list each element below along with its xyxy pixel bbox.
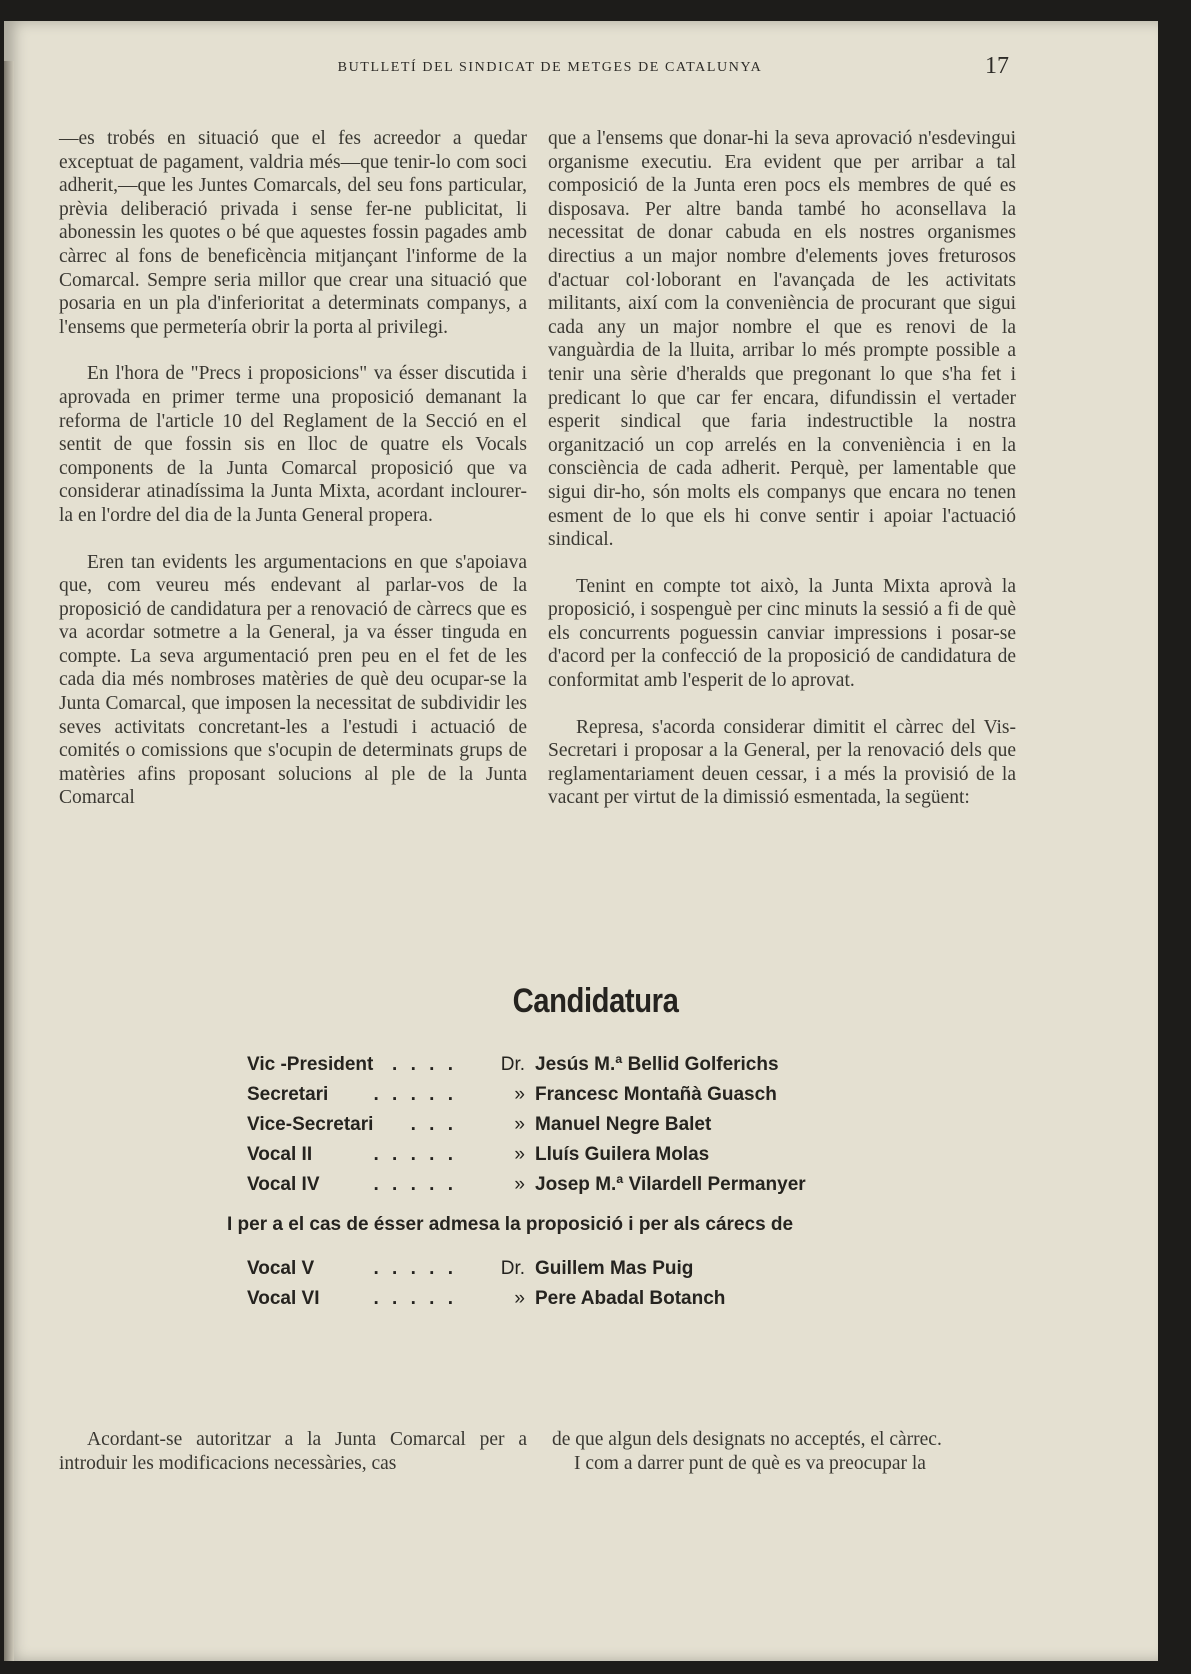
candidate-prefix: Dr. bbox=[500, 1054, 525, 1075]
candidate-role: Vice-Secretari bbox=[247, 1114, 374, 1135]
candidate-prefix: » bbox=[514, 1174, 525, 1195]
candidate-prefix: » bbox=[514, 1144, 525, 1165]
candidate-name: Guillem Mas Puig bbox=[535, 1258, 694, 1279]
running-title: BUTLLETÍ DEL SINDICAT DE METGES DE CATALUNYA bbox=[337, 60, 763, 75]
candidate-prefix: » bbox=[514, 1288, 525, 1309]
candidate-name: Manuel Negre Balet bbox=[535, 1114, 712, 1135]
paragraph: Eren tan evidents les argumentacions en que s'apoiava que, com veureu més endevant al parlar-vos de la proposició de candidatura per a renovació de càrrecs que es va acordar sotmetre a la General, ja va ésser tinguda en compte. La seva argumentació pren peu en el fet de les cada dia més nombroses matèries de què deu ocupar-se la Junta Comarcal, que imposen la necessitat de subdividir les seves activitats concretant-les a l'estudi i actuació de comités o comissions que s'ocupin de determinats grups de matèries afins proposant solucions al ple de la Junta Comarcal bbox=[59, 551, 527, 809]
paragraph: Acordant-se autoritzar a la Junta Comarcal per a introduir les modificacions necessàries, cas bbox=[59, 1429, 527, 1474]
candidate-role: Vocal VI bbox=[247, 1288, 320, 1309]
leader-dots: . . . . . bbox=[373, 1084, 457, 1105]
conditional-note: I per a el cas de ésser admesa la proposició i per als cárecs de bbox=[227, 1214, 794, 1235]
page-number: 17 bbox=[985, 53, 1009, 79]
candidate-prefix: » bbox=[514, 1084, 525, 1105]
leader-dots: . . . bbox=[410, 1114, 457, 1135]
candidate-role: Vocal II bbox=[247, 1144, 313, 1165]
leader-dots: . . . . . bbox=[373, 1288, 457, 1309]
candidate-role: Vic -President bbox=[247, 1054, 374, 1075]
candidate-name: Francesc Montañà Guasch bbox=[535, 1084, 777, 1105]
candidate-role: Vocal V bbox=[247, 1258, 315, 1279]
left-column bbox=[59, 127, 527, 810]
candidate-name: Josep M.ª Vilardell Permanyer bbox=[535, 1174, 806, 1195]
candidate-name: Jesús M.ª Bellid Golferichs bbox=[535, 1054, 779, 1075]
leader-dots: . . . . . bbox=[373, 1174, 457, 1195]
candidate-name: Lluís Guilera Molas bbox=[535, 1144, 710, 1165]
paragraph: En l'hora de "Precs i proposicions" va ésser discutida i aprovada en primer terme una proposició demanant la reforma de l'article 10 del Reglament de la Secció en el sentit de que fossin sis en lloc de quatre els Vocals components de la Junta Comarcal proposició que va considerar atinadíssima la Junta Mixta, acordant inclourer-la en l'ordre del dia de la Junta General propera. bbox=[59, 363, 527, 526]
right-column bbox=[548, 127, 1016, 810]
candidate-role: Secretari bbox=[247, 1084, 329, 1105]
leader-dots: . . . . . bbox=[373, 1144, 457, 1165]
bottom-left-text bbox=[59, 1428, 527, 1475]
candidate-prefix: » bbox=[514, 1114, 525, 1135]
text-line: de que algun dels designats no acceptés, el càrrec. bbox=[552, 1429, 942, 1450]
text-line: I com a darrer punt de què es va preocupar la bbox=[574, 1452, 926, 1474]
leader-dots: . . . . bbox=[392, 1054, 457, 1075]
candidate-name: Pere Abadal Botanch bbox=[535, 1288, 726, 1309]
paragraph: Tenint en compte tot això, la Junta Mixta aprovà la proposició, i sospenguè per cinc minuts la sessió a fi de què els concurrents poguessin canviar impressions i posar-se d'acord per la confecció de la proposició de candidatura de conformitat amb l'esperit de lo aprovat. bbox=[548, 575, 1016, 692]
bottom-right-text bbox=[552, 1428, 1020, 1475]
candidate-role: Vocal IV bbox=[247, 1174, 320, 1195]
page-binding-edge bbox=[4, 61, 14, 1661]
leader-dots: . . . . . bbox=[373, 1258, 457, 1279]
paragraph: —es trobés en situació que el fes acreedor a quedar exceptuat de pagament, valdria més—que tenir-lo com soci adherit,—que les Juntes Comarcals, del seu fons particular, prèvia deliberació privada i sense fer-ne publicitat, li abonessin les quotes o bé que aquestes fossin pagades amb càrrec al fons de beneficència mitjançant l'informe de la Comarcal. Sempre seria millor que crear una situació que posaria en un pla d'inferioritat a determinats companys, a l'ensems que permetería obrir la porta al privilegi. bbox=[59, 128, 527, 338]
candidatura-heading: Candidatura bbox=[512, 982, 679, 1020]
candidate-prefix: Dr. bbox=[500, 1258, 525, 1279]
paragraph: Represa, s'acorda considerar dimitit el càrrec del Vis-Secretari i proposar a la General, per la renovació dels que reglamentariament deuen cessar, i a més la provisió de la vacant per virtut de la dimissió esmentada, la següent: bbox=[548, 716, 1016, 809]
paragraph: que a l'ensems que donar-hi la seva aprovació n'esdevingui organisme executiu. Era evident que per arribar a tal composició de la Junta eren pocs els membres de qué es disposava. Per altre banda també ho aconsellava la necessitat de donar cabuda en els nostres organismes directius a un major nombre d'elements joves freturosos d'actuar col·loborant en l'avançada de les activitats militants, així com la conveniència de procurant que sigui cada any un major nombre el que es renovi de la vanguàrdia de la lluita, arribar lo més prompte possible a tenir una sèrie d'heralds que pregonant lo que s'ha fet i predicant lo que car fer encara, difundissin el vertader esperit sindical que faria indestructible la nostra organització un cop arrelés en la conveniència i en la consciència de cada adherit. Perquè, per lamentable que sigui dir-ho, són molts els companys que encara no tenen esment de lo que els hi conve sentir i apoiar l'actuació sindical. bbox=[548, 128, 1016, 551]
